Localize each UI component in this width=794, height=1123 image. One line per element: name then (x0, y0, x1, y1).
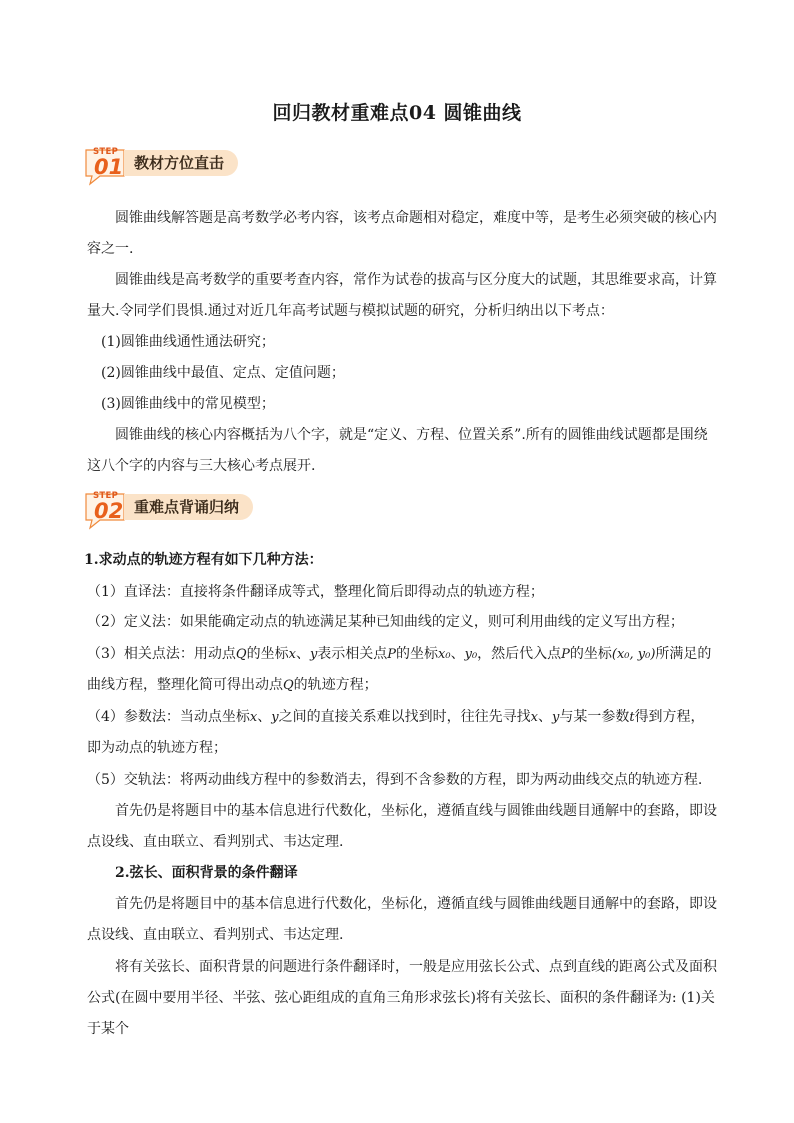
method-2: （2）定义法：如果能确定动点的轨迹满足某种已知曲线的定义，则可利用曲线的定义写出方程； (87, 614, 684, 630)
intro-paragraph-1: 圆锥曲线解答题是高考数学必考内容，该考点命题相对稳定，难度中等，是考生必须突破的核心内容之一. (87, 210, 717, 257)
document-title: 回归教材重难点04 圆锥曲线 (272, 102, 522, 124)
paragraph: 将有关弦长、面积背景的问题进行条件翻译时，一般是应用弦长公式、点到直线的距离公式及面积公式(在圆中要用半径、半弦、弦心距组成的直角三角形求弦长)将有关弦长、面积的条件翻译为: (1)关于某个 (87, 959, 717, 1037)
step-label: STEP (93, 147, 119, 157)
step-number: 01 (94, 155, 124, 179)
method-4: （4）参数法：当动点坐标x、y之间的直接关系难以找到时，往往先寻找x、y与某一参数t得到方程， 即为动点的轨迹方程； (87, 709, 705, 756)
step-02-heading: 重难点背诵归纳 (124, 494, 253, 520)
list-item: (2)圆锥曲线中最值、定点、定值问题； (101, 365, 345, 381)
step-label: STEP (93, 491, 119, 501)
method-1: （1）直译法：直接将条件翻译成等式，整理化简后即得动点的轨迹方程； (87, 584, 544, 600)
intro-paragraph-2: 圆锥曲线是高考数学的重要考查内容，常作为试卷的拔高与区分度大的试题，其思维要求高，计算量大.令同学们畏惧.通过对近几年高考试题与模拟试题的研究，分析归纳出以下考点： (87, 272, 717, 319)
step-01-header (80, 146, 280, 188)
step-number: 02 (94, 499, 124, 523)
section-heading-1: 1.求动点的轨迹方程有如下几种方法： (84, 552, 323, 568)
list-item: (3)圆锥曲线中的常见模型； (101, 396, 275, 412)
step-01-badge (80, 146, 126, 186)
method-5: （5）交轨法：将两动曲线方程中的参数消去，得到不含参数的方程，即为两动曲线交点的轨迹方程. (87, 772, 703, 788)
list-item: (1)圆锥曲线通性通法研究； (101, 334, 275, 350)
paragraph: 首先仍是将题目中的基本信息进行代数化，坐标化，遵循直线与圆锥曲线题目通解中的套路，即设点设线、直由联立、看判别式、韦达定理. (87, 803, 717, 850)
intro-paragraph-3: 圆锥曲线的核心内容概括为八个字，就是“定义、方程、位置关系”.所有的圆锥曲线试题都是围绕这八个字的内容与三大核心考点展开. (87, 427, 708, 474)
step-01-heading: 教材方位直击 (124, 150, 238, 176)
method-3: （3）相关点法：用动点Q的坐标x、y表示相关点P的坐标x₀、y₀，然后代入点P的坐标(x₀, y₀)所满足的 曲线方程，整理化简可得出动点Q的轨迹方程； (87, 646, 712, 693)
step-02-header (80, 490, 280, 532)
section-heading-2: 2.弦长、面积背景的条件翻译 (115, 865, 298, 881)
step-02-badge (80, 490, 126, 530)
paragraph: 首先仍是将题目中的基本信息进行代数化，坐标化，遵循直线与圆锥曲线题目通解中的套路，即设点设线、直由联立、看判别式、韦达定理. (87, 896, 717, 943)
